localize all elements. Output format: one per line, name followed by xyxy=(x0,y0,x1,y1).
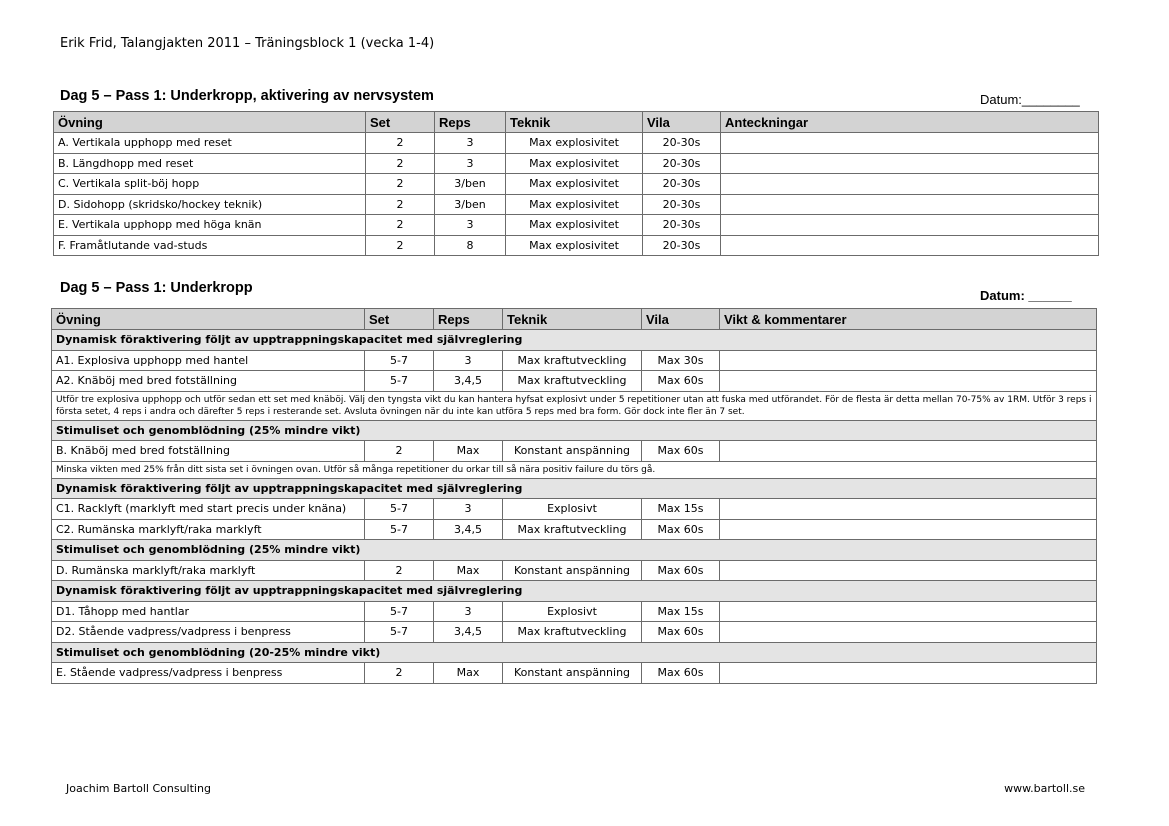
set-cell: 5-7 xyxy=(365,622,434,643)
group-header-row xyxy=(52,330,1097,351)
note-text: Minska vikten med 25% från ditt sista set i övningen ovan. Utför så många repetitioner du orkar till så nära positiv failure du törs gå. xyxy=(52,461,1097,478)
table-row xyxy=(52,371,1097,392)
notes-cell[interactable] xyxy=(721,133,1099,154)
table-row xyxy=(54,235,1099,256)
table-row xyxy=(52,350,1097,371)
teknik-cell: Max explosivitet xyxy=(506,235,643,256)
set-cell: 2 xyxy=(366,235,435,256)
notes-cell[interactable] xyxy=(721,153,1099,174)
reps-cell: 3,4,5 xyxy=(434,371,503,392)
set-cell: 5-7 xyxy=(365,499,434,520)
group-header-row xyxy=(52,540,1097,561)
teknik-cell: Konstant anspänning xyxy=(503,441,642,462)
teknik-cell: Explosivt xyxy=(503,601,642,622)
teknik-cell: Max explosivitet xyxy=(506,194,643,215)
comment-cell[interactable] xyxy=(720,519,1097,540)
column-header-set: Set xyxy=(365,309,434,330)
column-header-reps: Reps xyxy=(435,112,506,133)
vila-cell: Max 60s xyxy=(642,519,720,540)
group-header-row xyxy=(52,581,1097,602)
group-header: Dynamisk föraktivering följt av upptrappningskapacitet med självreglering xyxy=(52,478,1097,499)
column-header-set: Set xyxy=(366,112,435,133)
section-1-title: Dag 5 – Pass 1: Underkropp, aktivering av nervsystem xyxy=(60,88,434,104)
footer-website: www.bartoll.se xyxy=(1004,782,1085,795)
exercise-cell: D. Rumänska marklyft/raka marklyft xyxy=(52,560,365,581)
comment-cell[interactable] xyxy=(720,371,1097,392)
column-header-ovning: Övning xyxy=(52,309,365,330)
vila-cell: 20-30s xyxy=(643,174,721,195)
comment-cell[interactable] xyxy=(720,441,1097,462)
table-row xyxy=(54,153,1099,174)
reps-cell: 3 xyxy=(435,133,506,154)
reps-cell: 8 xyxy=(435,235,506,256)
column-header-vikt-kommentarer: Vikt & kommentarer xyxy=(720,309,1097,330)
table-row xyxy=(52,622,1097,643)
table-header-row xyxy=(52,309,1097,330)
comment-cell[interactable] xyxy=(720,499,1097,520)
vila-cell: 20-30s xyxy=(643,215,721,236)
table-row xyxy=(52,499,1097,520)
vila-cell: Max 60s xyxy=(642,663,720,684)
exercise-cell: D. Sidohopp (skridsko/hockey teknik) xyxy=(54,194,366,215)
set-cell: 5-7 xyxy=(365,350,434,371)
exercise-cell: E. Vertikala upphopp med höga knän xyxy=(54,215,366,236)
vila-cell: Max 30s xyxy=(642,350,720,371)
vila-cell: Max 60s xyxy=(642,560,720,581)
document-header: Erik Frid, Talangjakten 2011 – Träningsblock 1 (vecka 1-4) xyxy=(60,36,435,51)
comment-cell[interactable] xyxy=(720,560,1097,581)
set-cell: 2 xyxy=(366,194,435,215)
set-cell: 2 xyxy=(366,133,435,154)
column-header-reps: Reps xyxy=(434,309,503,330)
vila-cell: 20-30s xyxy=(643,194,721,215)
comment-cell[interactable] xyxy=(720,350,1097,371)
table-row xyxy=(52,601,1097,622)
set-cell: 2 xyxy=(366,215,435,236)
comment-cell[interactable] xyxy=(720,601,1097,622)
table-row xyxy=(54,194,1099,215)
notes-cell[interactable] xyxy=(721,215,1099,236)
column-header-vila: Vila xyxy=(643,112,721,133)
column-header-ovning: Övning xyxy=(54,112,366,133)
section-2-datum: Datum: ______ xyxy=(980,288,1072,303)
teknik-cell: Max explosivitet xyxy=(506,153,643,174)
exercise-cell: D2. Stående vadpress/vadpress i benpress xyxy=(52,622,365,643)
set-cell: 5-7 xyxy=(365,601,434,622)
reps-cell: Max xyxy=(434,663,503,684)
vila-cell: Max 15s xyxy=(642,601,720,622)
table-row xyxy=(52,441,1097,462)
comment-cell[interactable] xyxy=(720,622,1097,643)
teknik-cell: Max kraftutveckling xyxy=(503,350,642,371)
teknik-cell: Max kraftutveckling xyxy=(503,519,642,540)
vila-cell: 20-30s xyxy=(643,235,721,256)
exercise-cell: A1. Explosiva upphopp med hantel xyxy=(52,350,365,371)
section-2-table xyxy=(51,308,1097,684)
footer-company: Joachim Bartoll Consulting xyxy=(66,782,211,795)
note-row xyxy=(52,461,1097,478)
table-row xyxy=(52,519,1097,540)
exercise-cell: B. Knäböj med bred fotställning xyxy=(52,441,365,462)
set-cell: 5-7 xyxy=(365,519,434,540)
teknik-cell: Explosivt xyxy=(503,499,642,520)
section-1-datum: Datum:________ xyxy=(980,92,1080,107)
group-header: Stimuliset och genomblödning (25% mindre vikt) xyxy=(52,420,1097,441)
reps-cell: 3 xyxy=(434,350,503,371)
reps-cell: 3/ben xyxy=(435,174,506,195)
vila-cell: 20-30s xyxy=(643,133,721,154)
exercise-cell: B. Längdhopp med reset xyxy=(54,153,366,174)
teknik-cell: Max explosivitet xyxy=(506,174,643,195)
exercise-cell: E. Stående vadpress/vadpress i benpress xyxy=(52,663,365,684)
set-cell: 2 xyxy=(366,174,435,195)
reps-cell: 3 xyxy=(435,215,506,236)
teknik-cell: Konstant anspänning xyxy=(503,663,642,684)
group-header: Dynamisk föraktivering följt av upptrappningskapacitet med självreglering xyxy=(52,330,1097,351)
notes-cell[interactable] xyxy=(721,194,1099,215)
table-row xyxy=(52,560,1097,581)
teknik-cell: Max kraftutveckling xyxy=(503,622,642,643)
column-header-vila: Vila xyxy=(642,309,720,330)
exercise-cell: F. Framåtlutande vad-studs xyxy=(54,235,366,256)
note-row xyxy=(52,391,1097,420)
group-header-row xyxy=(52,642,1097,663)
section-2-title: Dag 5 – Pass 1: Underkropp xyxy=(60,280,253,296)
group-header-row xyxy=(52,420,1097,441)
vila-cell: 20-30s xyxy=(643,153,721,174)
exercise-cell: A. Vertikala upphopp med reset xyxy=(54,133,366,154)
vila-cell: Max 60s xyxy=(642,622,720,643)
set-cell: 2 xyxy=(365,441,434,462)
reps-cell: 3,4,5 xyxy=(434,622,503,643)
teknik-cell: Konstant anspänning xyxy=(503,560,642,581)
group-header: Dynamisk föraktivering följt av upptrappningskapacitet med självreglering xyxy=(52,581,1097,602)
group-header: Stimuliset och genomblödning (25% mindre vikt) xyxy=(52,540,1097,561)
reps-cell: Max xyxy=(434,441,503,462)
vila-cell: Max 60s xyxy=(642,371,720,392)
set-cell: 5-7 xyxy=(365,371,434,392)
reps-cell: Max xyxy=(434,560,503,581)
table-row xyxy=(54,174,1099,195)
table-header-row xyxy=(54,112,1099,133)
exercise-cell: A2. Knäböj med bred fotställning xyxy=(52,371,365,392)
vila-cell: Max 15s xyxy=(642,499,720,520)
column-header-teknik: Teknik xyxy=(506,112,643,133)
reps-cell: 3 xyxy=(434,499,503,520)
column-header-teknik: Teknik xyxy=(503,309,642,330)
reps-cell: 3 xyxy=(434,601,503,622)
exercise-cell: C2. Rumänska marklyft/raka marklyft xyxy=(52,519,365,540)
table-row xyxy=(54,215,1099,236)
set-cell: 2 xyxy=(365,560,434,581)
comment-cell[interactable] xyxy=(720,663,1097,684)
table-row xyxy=(54,133,1099,154)
group-header: Stimuliset och genomblödning (20-25% mindre vikt) xyxy=(52,642,1097,663)
exercise-cell: C. Vertikala split-böj hopp xyxy=(54,174,366,195)
column-header-anteckningar: Anteckningar xyxy=(721,112,1099,133)
teknik-cell: Max kraftutveckling xyxy=(503,371,642,392)
reps-cell: 3 xyxy=(435,153,506,174)
table-row xyxy=(52,663,1097,684)
notes-cell[interactable] xyxy=(721,235,1099,256)
vila-cell: Max 60s xyxy=(642,441,720,462)
exercise-cell: D1. Tåhopp med hantlar xyxy=(52,601,365,622)
note-text: Utför tre explosiva upphopp och utför sedan ett set med knäböj. Välj den tyngsta vikt du kan hantera hyfsat explosivt under 5 repetitioner utan att fuska med utförandet. För de flesta är detta mellan 70-75% av 1RM. Utför 3 reps i första setet, 4 reps i andra och därefter 5 reps i resterande set. Avsluta övningen när du inte kan utföra 5 reps med bra form. Gör dock inte fler än 7 set. xyxy=(52,391,1097,420)
reps-cell: 3,4,5 xyxy=(434,519,503,540)
exercise-cell: C1. Racklyft (marklyft med start precis under knäna) xyxy=(52,499,365,520)
reps-cell: 3/ben xyxy=(435,194,506,215)
group-header-row xyxy=(52,478,1097,499)
section-1-table xyxy=(53,111,1099,256)
set-cell: 2 xyxy=(366,153,435,174)
notes-cell[interactable] xyxy=(721,174,1099,195)
set-cell: 2 xyxy=(365,663,434,684)
teknik-cell: Max explosivitet xyxy=(506,133,643,154)
teknik-cell: Max explosivitet xyxy=(506,215,643,236)
